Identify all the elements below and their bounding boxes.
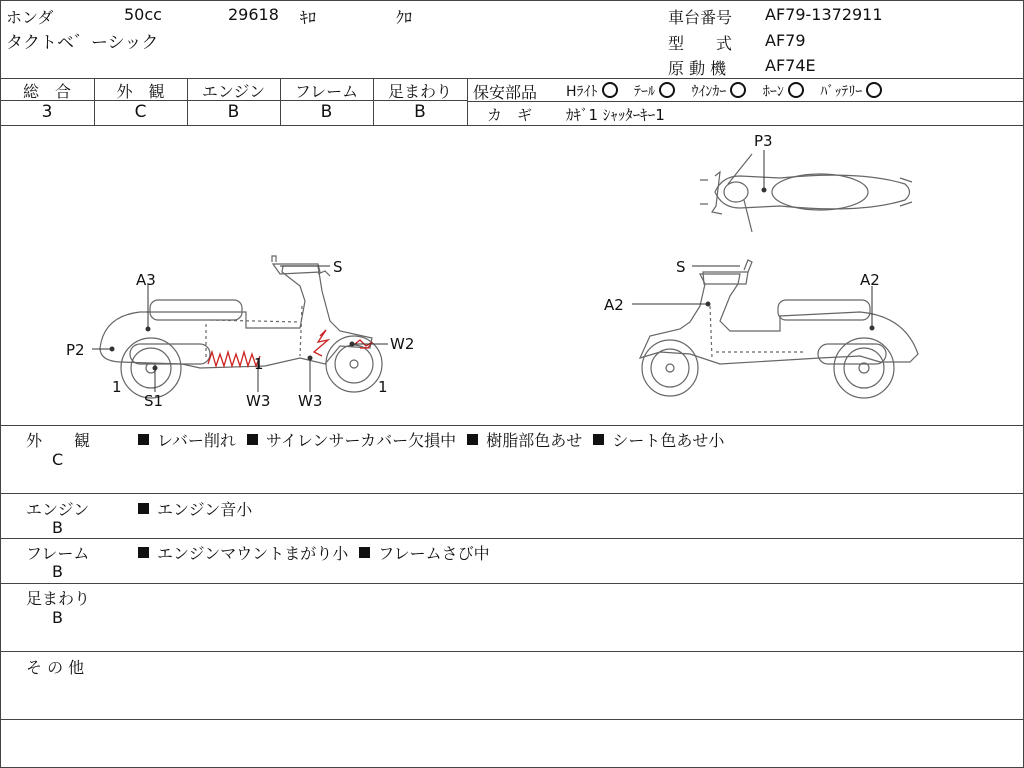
label-s-left: S xyxy=(333,258,343,276)
grade-total-label: 総 合 xyxy=(22,82,71,101)
safety-winker: ｳｲﾝｶｰ xyxy=(691,84,727,100)
remark-frame-label: フレーム xyxy=(26,544,90,563)
safety-label: 保安部品 xyxy=(473,83,538,102)
key-value: ｶｷﾞ1 ｼｬｯﾀｰｷｰ1 xyxy=(566,106,665,124)
displacement: 50cc xyxy=(124,5,162,24)
remark-engine-notes: エンジン音小 xyxy=(138,497,252,520)
label-a2-left: A2 xyxy=(604,296,624,314)
remark-exterior-label: 外 観 xyxy=(26,431,91,450)
remark-frame-grade: B xyxy=(52,562,63,581)
bullet-icon xyxy=(247,434,258,445)
bullet-icon xyxy=(593,434,604,445)
type-value: AF79 xyxy=(765,31,806,50)
label-1-c: 1 xyxy=(378,378,388,396)
ok-circle-icon xyxy=(659,82,675,98)
model-name: タクトベ゛ーシック xyxy=(6,33,159,53)
grade-total-value: 3 xyxy=(41,102,53,122)
frame-no-label: 車台番号 xyxy=(668,8,733,27)
maker: ホンダ xyxy=(6,8,54,27)
scooter-top-view xyxy=(700,154,912,232)
safety-tail: ﾃｰﾙ xyxy=(633,84,655,100)
label-s1: S1 xyxy=(144,392,164,410)
safety-headlight: Hﾗｲﾄ xyxy=(566,84,598,100)
remark-exterior-notes: レバー削れ サイレンサーカバー欠損中 樹脂部色あせ シート色あせ小 xyxy=(138,428,724,451)
grade-suspension-value: B xyxy=(414,102,426,122)
ok-circle-icon xyxy=(602,82,618,98)
safety-items xyxy=(566,81,882,101)
color: ｸﾛ xyxy=(396,8,413,27)
bullet-icon xyxy=(138,503,149,514)
label-p3: P3 xyxy=(754,132,773,150)
grade-engine-label: エンジン xyxy=(201,82,266,101)
grade-engine-value: B xyxy=(227,102,240,122)
remark-frame-notes: エンジンマウントまがり小 フレームさび中 xyxy=(138,541,490,564)
ok-circle-icon xyxy=(866,82,882,98)
label-1-a: 1 xyxy=(112,378,122,396)
remark-other-label: そ の 他 xyxy=(26,658,85,677)
label-a2-right: A2 xyxy=(860,271,880,289)
remark-suspension-label: 足まわり xyxy=(26,589,91,608)
bullet-icon xyxy=(138,547,149,558)
engine-label: 原 動 機 xyxy=(668,59,727,78)
key-label: カ ギ xyxy=(487,106,533,124)
label-w2: W2 xyxy=(390,335,415,353)
damage-diagram xyxy=(0,126,1024,426)
remark-exterior-grade: C xyxy=(52,450,64,469)
bullet-icon xyxy=(138,434,149,445)
safety-battery: ﾊﾞｯﾃﾘｰ xyxy=(820,84,863,100)
bullet-icon xyxy=(359,547,370,558)
label-p2: P2 xyxy=(66,341,85,359)
grade-exterior-value: C xyxy=(134,102,147,122)
safety-horn: ﾎｰﾝ xyxy=(762,84,784,100)
ok-circle-icon xyxy=(788,82,804,98)
frame-no: AF79-1372911 xyxy=(765,5,883,24)
grade-frame-value: B xyxy=(320,102,333,122)
bullet-icon xyxy=(467,434,478,445)
remark-suspension-grade: B xyxy=(52,608,63,627)
remark-engine-grade: B xyxy=(52,518,63,537)
grade-suspension-label: 足まわり xyxy=(387,82,452,101)
type-label: 型 式 xyxy=(668,34,733,53)
grade-exterior-label: 外 観 xyxy=(116,82,165,101)
remark-engine-label: エンジン xyxy=(26,500,90,519)
mileage-unit: ｷﾛ xyxy=(300,8,317,27)
label-w3-b: W3 xyxy=(298,392,323,410)
label-w3-a: W3 xyxy=(246,392,271,410)
label-s-right: S xyxy=(676,258,686,276)
mileage: 29618 xyxy=(228,5,279,24)
ok-circle-icon xyxy=(730,82,746,98)
engine-model: AF74E xyxy=(765,56,816,75)
label-1-b: 1 xyxy=(254,355,264,373)
label-a3: A3 xyxy=(136,271,156,289)
grade-frame-label: フレーム xyxy=(294,82,359,101)
